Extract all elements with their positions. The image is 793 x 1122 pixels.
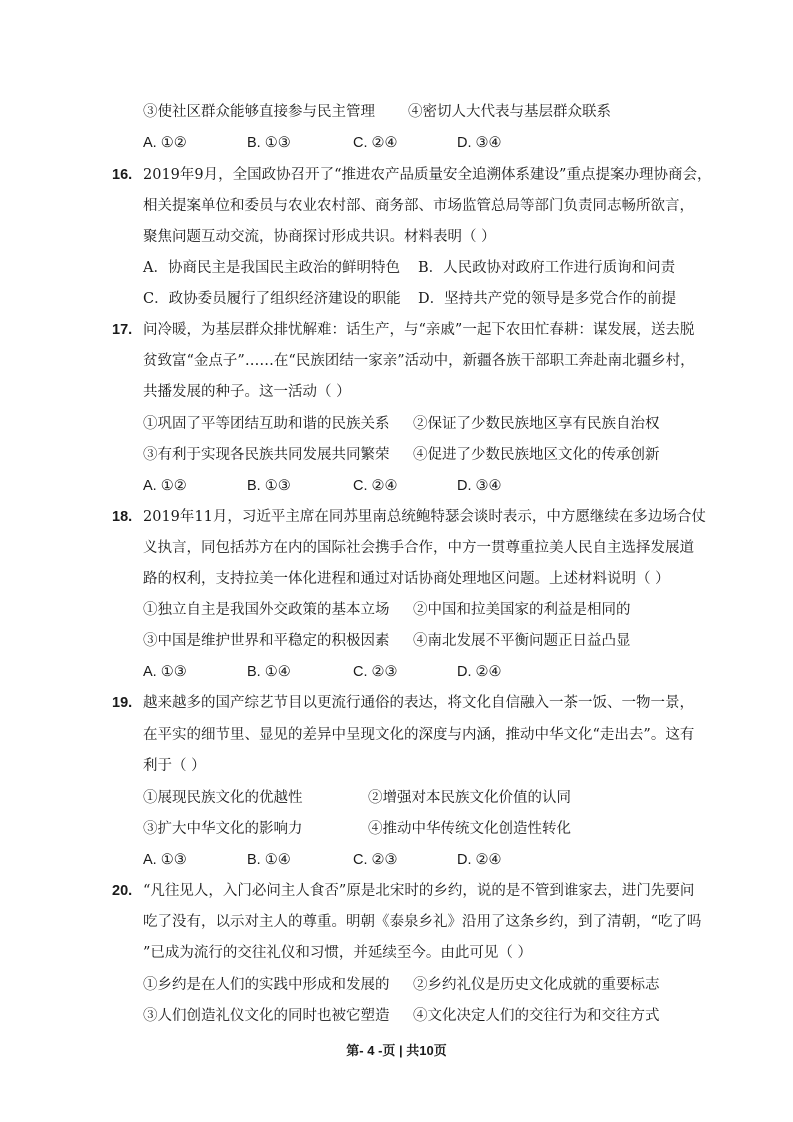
question-text-line: 吃了没有，以示对主人的尊重。明朝《泰泉乡礼》沿用了这条乡约，到了清朝，“吃了吗	[143, 914, 702, 930]
question-17	[0, 318, 793, 342]
answer-b[interactable]: B. ①④	[247, 664, 291, 680]
item-row	[0, 598, 793, 622]
option-d[interactable]: D．坚持共产党的领导是多党合作的前提	[418, 291, 677, 307]
item-4: ④文化决定人们的交往行为和交往方式	[413, 1008, 660, 1024]
question-number: 16.	[112, 167, 133, 183]
answer-c[interactable]: C. ②④	[353, 135, 398, 151]
option-b[interactable]: B．人民政协对政府工作进行质询和问责	[418, 260, 676, 276]
question-19	[0, 691, 793, 715]
answer-a[interactable]: A. ①②	[143, 135, 187, 151]
item-1: ①巩固了平等团结互助和谐的民族关系	[143, 416, 390, 432]
answer-a[interactable]: A. ①②	[143, 478, 187, 494]
item-row	[0, 443, 793, 467]
question-text-line: 相关提案单位和委员与农业农村部、商务部、市场监管总局等部门负责同志畅所欲言，	[143, 198, 694, 214]
question-line	[0, 380, 793, 404]
item-row	[0, 412, 793, 436]
question-text-line: 路的权利，支持拉美一体化进程和通过对话协商处理地区问题。上述材料说明（ ）	[143, 571, 670, 587]
answer-d[interactable]: D. ②④	[457, 664, 502, 680]
answer-c[interactable]: C. ②③	[353, 852, 398, 868]
question-text-line: 贫致富“金点子”……在“民族团结一家亲”活动中，新疆各族干部职工奔赴南北疆乡村，	[143, 353, 695, 369]
question-number: 17.	[112, 322, 133, 338]
answer-d[interactable]: D. ③④	[457, 478, 502, 494]
option-row	[0, 256, 793, 280]
item-row	[0, 100, 793, 124]
question-number: 20.	[112, 883, 133, 899]
item-3: ③人们创造礼仪文化的同时也被它塑造	[143, 1008, 390, 1024]
question-line	[0, 567, 793, 591]
question-number: 19.	[112, 695, 133, 711]
item-row	[0, 629, 793, 653]
answer-b[interactable]: B. ①③	[247, 478, 291, 494]
answer-d[interactable]: D. ③④	[457, 135, 502, 151]
item-2: ②保证了少数民族地区享有民族自治权	[413, 416, 660, 432]
answer-row	[0, 131, 793, 155]
item-3: ③扩大中华文化的影响力	[143, 821, 303, 837]
item-1: ①独立自主是我国外交政策的基本立场	[143, 602, 390, 618]
item-row	[0, 817, 793, 841]
question-line	[0, 225, 793, 249]
question-text-line: 问冷暖，为基层群众排忧解难：话生产，与“亲戚”一起下农田忙春耕：谋发展，送去脱	[143, 322, 695, 338]
answer-b[interactable]: B. ①③	[247, 135, 291, 151]
question-line	[0, 723, 793, 747]
answer-c[interactable]: C. ②③	[353, 664, 398, 680]
question-line	[0, 194, 793, 218]
question-line	[0, 910, 793, 934]
item-2: ②中国和拉美国家的利益是相同的	[413, 602, 631, 618]
item-4: ④密切人大代表与基层群众联系	[408, 104, 611, 120]
question-line	[0, 349, 793, 373]
page-footer: 第- 4 -页 | 共10页	[346, 1043, 447, 1058]
answer-row	[0, 848, 793, 872]
question-text-line: 聚焦问题互动交流，协商探讨形成共识。材料表明（ ）	[143, 229, 496, 245]
question-text-line: 在平实的细节里、显见的差异中呈现文化的深度与内涵，推动中华文化“走出去”。这有	[143, 727, 695, 743]
option-row	[0, 287, 793, 311]
item-1: ①展现民族文化的优越性	[143, 790, 303, 806]
option-c[interactable]: C．政协委员履行了组织经济建设的职能	[143, 291, 401, 307]
question-text-line: 越来越多的国产综艺节目以更流行通俗的表达，将文化自信融入一茶一饭、一物一景，	[143, 695, 694, 711]
option-a[interactable]: A．协商民主是我国民主政治的鲜明特色	[143, 260, 400, 276]
question-text-line: 2019年11月，习近平主席在同苏里南总统鲍特瑟会谈时表示，中方愿继续在多边场合仗	[143, 509, 706, 525]
item-4: ④南北发展不平衡问题正日益凸显	[413, 633, 631, 649]
item-3: ③中国是维护世界和平稳定的积极因素	[143, 633, 390, 649]
item-3: ③使社区群众能够直接参与民主管理	[143, 104, 375, 120]
answer-b[interactable]: B. ①④	[247, 852, 291, 868]
answer-a[interactable]: A. ①③	[143, 664, 187, 680]
question-text-line: “凡往见人，入门必问主人食否”原是北宋时的乡约，说的是不管到谁家去，进门先要问	[143, 883, 695, 899]
item-4: ④促进了少数民族地区文化的传承创新	[413, 447, 660, 463]
item-2: ②乡约礼仪是历史文化成就的重要标志	[413, 977, 660, 993]
question-20	[0, 879, 793, 903]
answer-c[interactable]: C. ②④	[353, 478, 398, 494]
item-2: ②增强对本民族文化价值的认同	[368, 790, 571, 806]
answer-row	[0, 474, 793, 498]
item-3: ③有利于实现各民族共同发展共同繁荣	[143, 447, 390, 463]
question-line	[0, 941, 793, 965]
question-number: 18.	[112, 509, 133, 525]
question-text-line: 义执言，同包括苏方在内的国际社会携手合作，中方一贯尊重拉美人民自主选择发展道	[143, 540, 694, 556]
answer-a[interactable]: A. ①③	[143, 852, 187, 868]
item-row	[0, 973, 793, 997]
question-text-line: ”已成为流行的交往礼仪和习惯，并延续至今。由此可见（ ）	[143, 945, 533, 961]
item-row	[0, 1004, 793, 1028]
question-text-line: 2019年9月，全国政协召开了“推进农产品质量安全追溯体系建设”重点提案办理协商会，	[143, 167, 712, 183]
item-4: ④推动中华传统文化创造性转化	[368, 821, 571, 837]
item-row	[0, 786, 793, 810]
question-line	[0, 754, 793, 778]
question-line	[0, 536, 793, 560]
question-18	[0, 505, 793, 529]
question-16	[0, 163, 793, 187]
answer-d[interactable]: D. ②④	[457, 852, 502, 868]
question-text-line: 共播发展的种子。这一活动（ ）	[143, 384, 351, 400]
item-1: ①乡约是在人们的实践中形成和发展的	[143, 977, 390, 993]
question-text-line: 利于（ ）	[143, 758, 206, 774]
answer-row	[0, 660, 793, 684]
